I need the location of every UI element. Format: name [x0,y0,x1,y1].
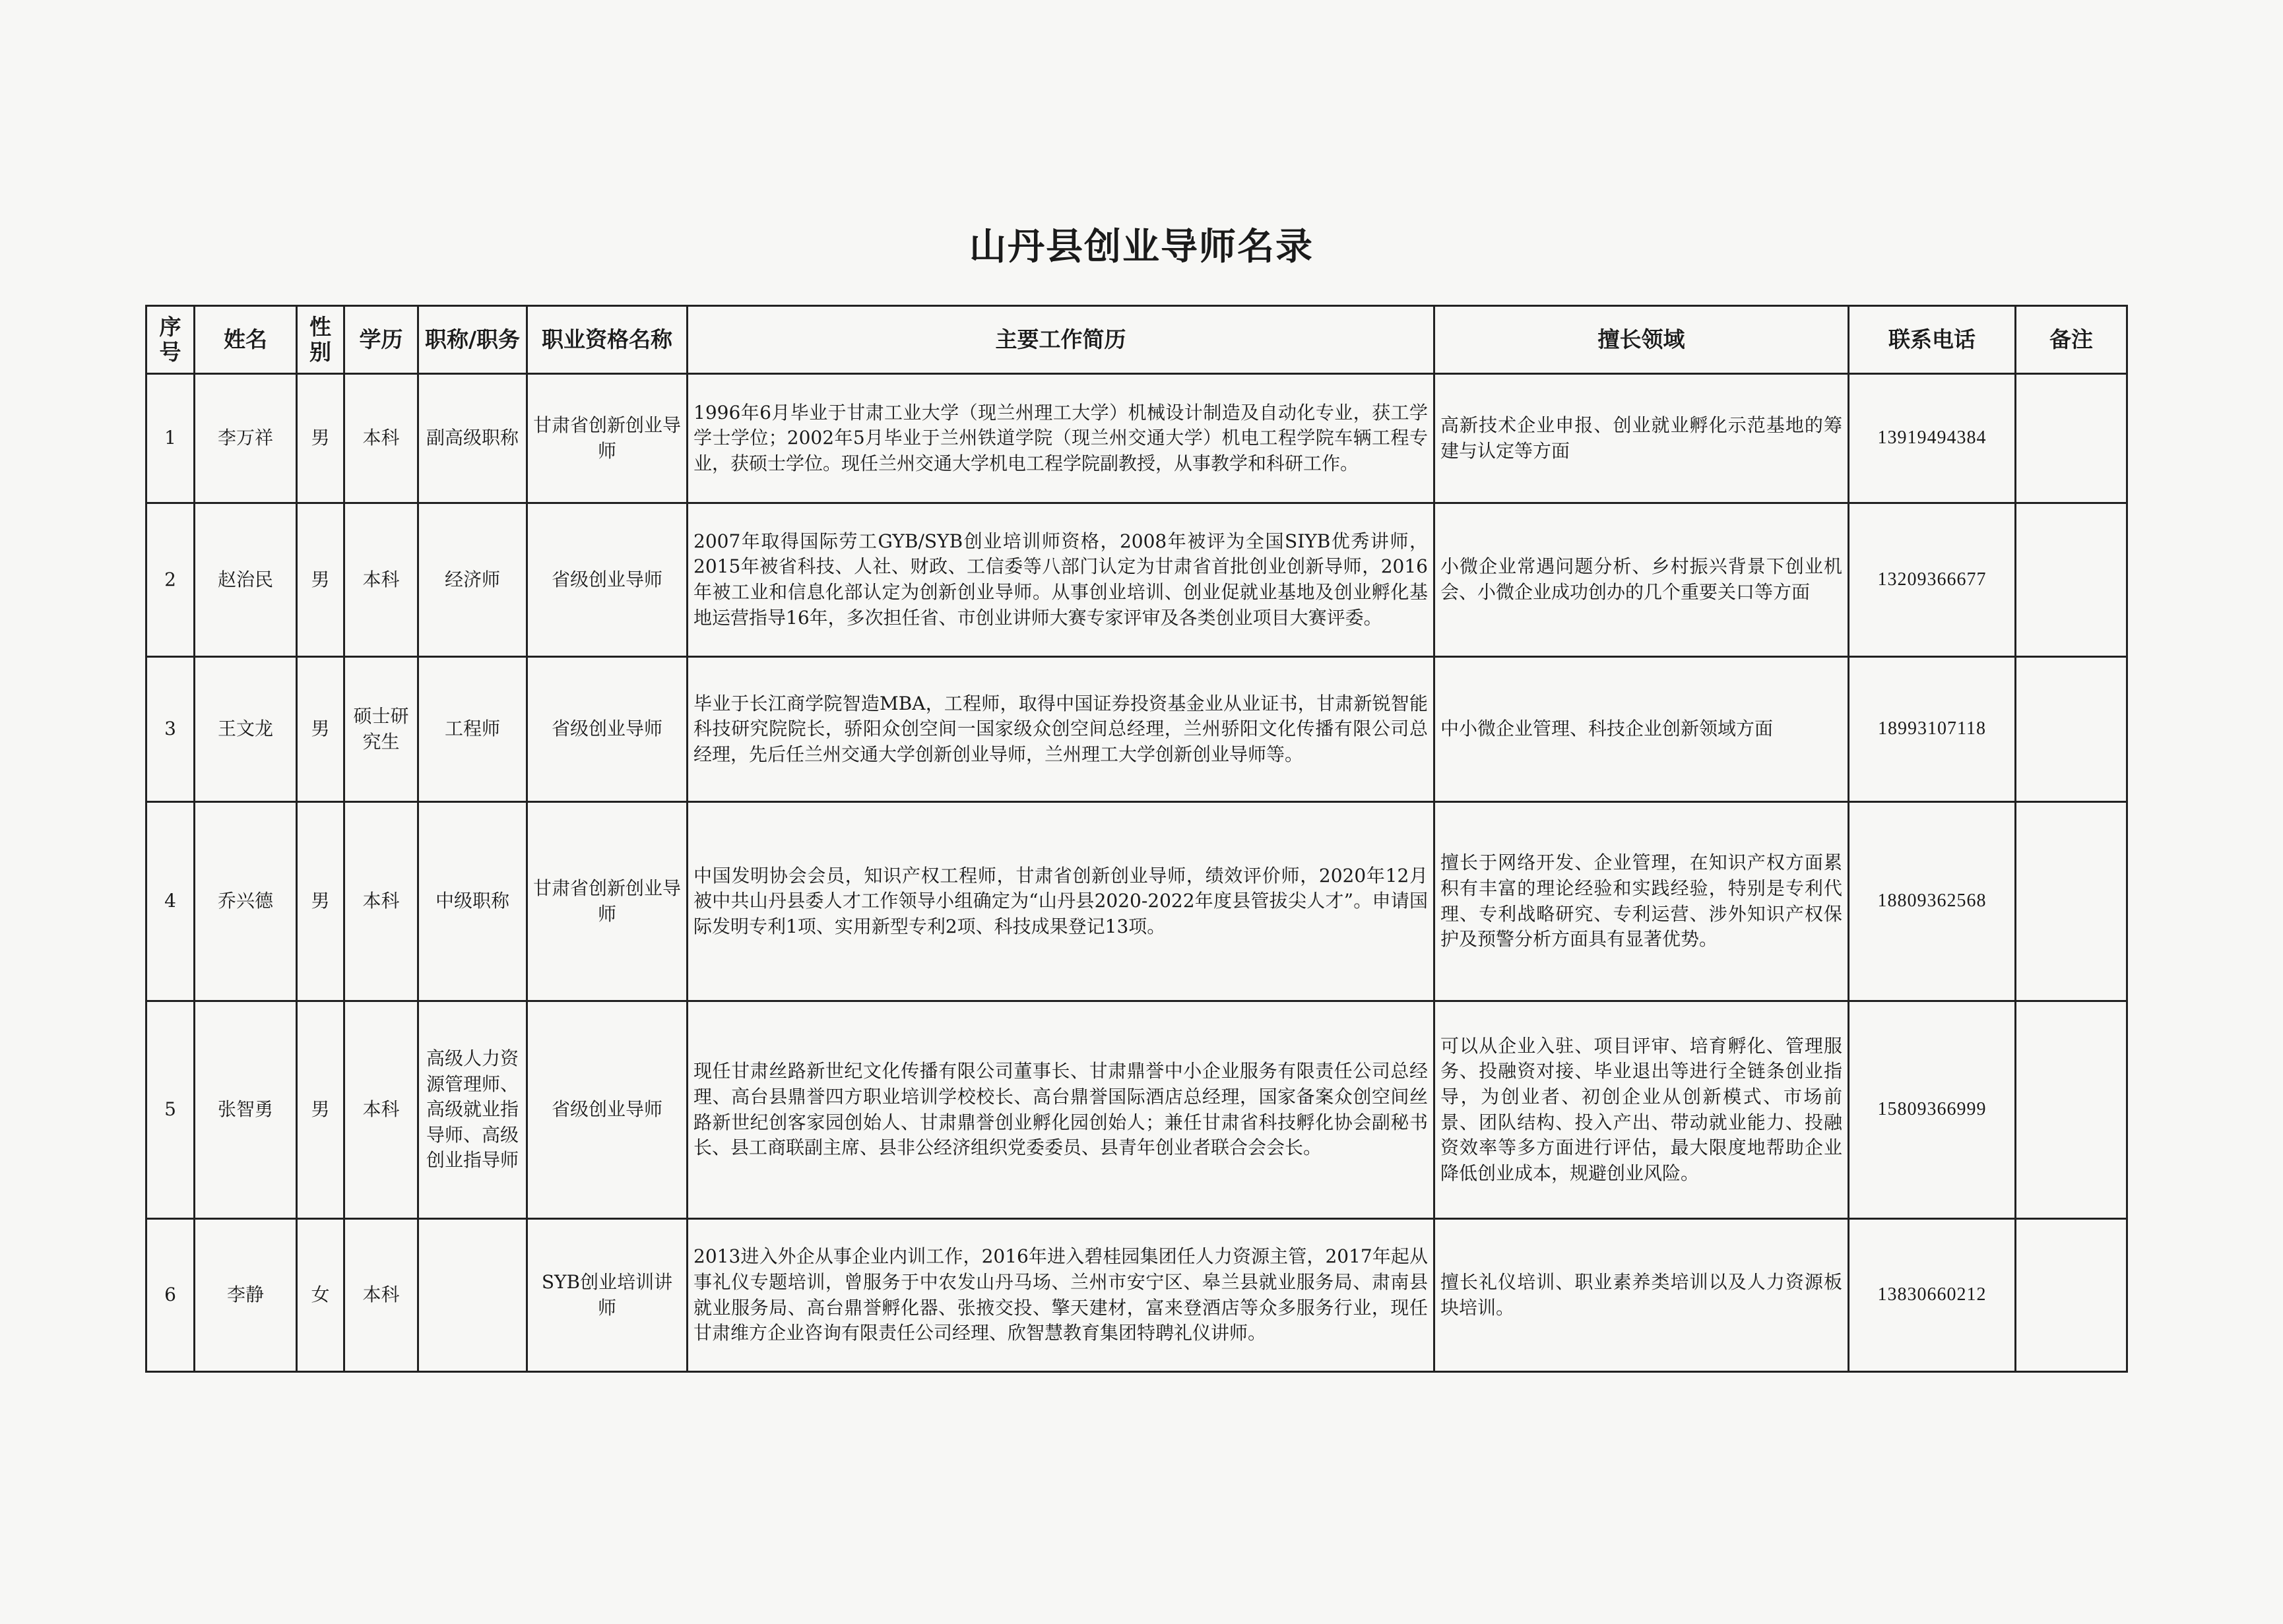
cell-title: 高级人力资源管理师、高级就业指导师、高级创业指导师 [418,1001,527,1219]
header-title: 职称/职务 [418,306,527,374]
cell-title [418,1219,527,1372]
cell-education: 硕士研究生 [344,657,418,802]
header-remarks: 备注 [2016,306,2127,374]
cell-qualification: 甘肃省创新创业导师 [527,802,688,1001]
cell-qualification: 省级创业导师 [527,503,688,657]
cell-education: 本科 [344,503,418,657]
cell-title: 中级职称 [418,802,527,1001]
cell-remarks [2016,657,2127,802]
cell-education: 本科 [344,374,418,503]
cell-education: 本科 [344,802,418,1001]
table-row [146,1219,2127,1372]
cell-title: 工程师 [418,657,527,802]
cell-seq: 5 [146,1001,195,1219]
cell-expertise: 中小微企业管理、科技企业创新领域方面 [1434,657,1849,802]
table-header-row [146,306,2127,374]
header-seq: 序号 [146,306,195,374]
cell-name: 李静 [195,1219,297,1372]
page-title: 山丹县创业导师名录 [969,226,1314,268]
cell-expertise: 擅长于网络开发、企业管理，在知识产权方面累积有丰富的理论经验和实践经验，特别是专利代理、专利战略研究、专利运营、涉外知识产权保护及预警分析方面具有显著优势。 [1434,802,1849,1001]
cell-qualification: SYB创业培训讲师 [527,1219,688,1372]
cell-expertise: 可以从企业入驻、项目评审、培育孵化、管理服务、投融资对接、毕业退出等进行全链条创业指导，为创业者、初创企业从创新模式、市场前景、团队结构、投入产出、带动就业能力、投融资效率等多方面进行评估，最大限度地帮助企业降低创业成本，规避创业风险。 [1434,1001,1849,1219]
header-education: 学历 [344,306,418,374]
cell-resume: 2013进入外企从事企业内训工作，2016年进入碧桂园集团任人力资源主管，2017年起从事礼仪专题培训，曾服务于中农发山丹马场、兰州市安宁区、皋兰县就业服务局、肃南县就业服务局、高台鼎誉孵化器、张掖交投、擎天建材，富来登酒店等众多服务行业，现任甘肃维方企业咨询有限责任公司经理、欣智慧教育集团特聘礼仪讲师。 [688,1219,1434,1372]
cell-qualification: 省级创业导师 [527,657,688,802]
header-qualification: 职业资格名称 [527,306,688,374]
header-expertise: 擅长领域 [1434,306,1849,374]
cell-name: 乔兴德 [195,802,297,1001]
cell-resume: 2007年取得国际劳工GYB/SYB创业培训师资格，2008年被评为全国SIYB优秀讲师，2015年被省科技、人社、财政、工信委等八部门认定为甘肃省首批创业创新导师，2016年被工业和信息化部认定为创新创业导师。从事创业培训、创业促就业基地及创业孵化基地运营指导16年，多次担任省、市创业讲师大赛专家评审及各类创业项目大赛评委。 [688,503,1434,657]
cell-resume: 毕业于长江商学院智造MBA，工程师，取得中国证券投资基金业从业证书，甘肃新锐智能科技研究院院长，骄阳众创空间一国家级众创空间总经理，兰州骄阳文化传播有限公司总经理，先后任兰州交通大学创新创业导师，兰州理工大学创新创业导师等。 [688,657,1434,802]
cell-expertise: 小微企业常遇问题分析、乡村振兴背景下创业机会、小微企业成功创办的几个重要关口等方面 [1434,503,1849,657]
cell-resume: 现任甘肃丝路新世纪文化传播有限公司董事长、甘肃鼎誉中小企业服务有限责任公司总经理、高台县鼎誉四方职业培训学校校长、高台鼎誉国际酒店总经理，国家备案众创空间丝路新世纪创客家园创始人、甘肃鼎誉创业孵化园创始人；兼任甘肃省科技孵化协会副秘书长、县工商联副主席、县非公经济组织党委委员、县青年创业者联合会会长。 [688,1001,1434,1219]
table-row [146,657,2127,802]
cell-phone: 13830660212 [1849,1219,2016,1372]
cell-name: 王文龙 [195,657,297,802]
cell-gender: 男 [297,503,344,657]
cell-remarks [2016,503,2127,657]
cell-gender: 女 [297,1219,344,1372]
header-resume: 主要工作简历 [688,306,1434,374]
cell-gender: 男 [297,657,344,802]
cell-remarks [2016,802,2127,1001]
mentor-table [145,305,2128,1373]
table-row [146,802,2127,1001]
header-phone: 联系电话 [1849,306,2016,374]
table-row [146,503,2127,657]
cell-education: 本科 [344,1219,418,1372]
cell-remarks [2016,1219,2127,1372]
cell-title: 副高级职称 [418,374,527,503]
cell-gender: 男 [297,1001,344,1219]
cell-name: 赵治民 [195,503,297,657]
cell-gender: 男 [297,802,344,1001]
table-row [146,374,2127,503]
table-row [146,1001,2127,1219]
cell-gender: 男 [297,374,344,503]
cell-seq: 6 [146,1219,195,1372]
cell-resume: 1996年6月毕业于甘肃工业大学（现兰州理工大学）机械设计制造及自动化专业，获工学学士学位；2002年5月毕业于兰州铁道学院（现兰州交通大学）机电工程学院车辆工程专业，获硕士学位。现任兰州交通大学机电工程学院副教授，从事教学和科研工作。 [688,374,1434,503]
cell-seq: 2 [146,503,195,657]
cell-education: 本科 [344,1001,418,1219]
cell-remarks [2016,1001,2127,1219]
cell-title: 经济师 [418,503,527,657]
cell-remarks [2016,374,2127,503]
cell-name: 李万祥 [195,374,297,503]
cell-seq: 4 [146,802,195,1001]
cell-qualification: 省级创业导师 [527,1001,688,1219]
cell-resume: 中国发明协会会员，知识产权工程师，甘肃省创新创业导师，绩效评价师，2020年12月被中共山丹县委人才工作领导小组确定为“山丹县2020-2022年度县管拔尖人才”。申请国际发明专利1项、实用新型专利2项、科技成果登记13项。 [688,802,1434,1001]
cell-phone: 18993107118 [1849,657,2016,802]
cell-phone: 18809362568 [1849,802,2016,1001]
cell-phone: 15809366999 [1849,1001,2016,1219]
cell-phone: 13209366677 [1849,503,2016,657]
cell-expertise: 高新技术企业申报、创业就业孵化示范基地的筹建与认定等方面 [1434,374,1849,503]
cell-name: 张智勇 [195,1001,297,1219]
cell-phone: 13919494384 [1849,374,2016,503]
header-gender: 性别 [297,306,344,374]
cell-expertise: 擅长礼仪培训、职业素养类培训以及人力资源板块培训。 [1434,1219,1849,1372]
header-name: 姓名 [195,306,297,374]
cell-seq: 1 [146,374,195,503]
cell-qualification: 甘肃省创新创业导师 [527,374,688,503]
cell-seq: 3 [146,657,195,802]
